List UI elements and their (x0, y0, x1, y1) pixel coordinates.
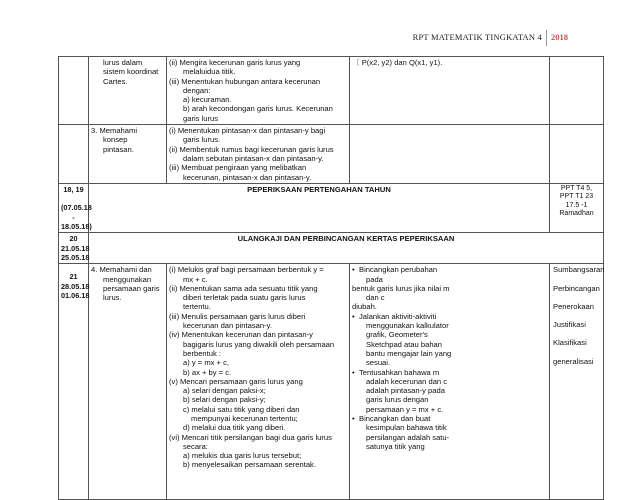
text-line: diberi terletak pada suatu garis lurus (183, 293, 306, 303)
text-line: bentuk garis lurus jika nilai m (352, 283, 450, 293)
week-cell (59, 183, 92, 232)
text-line: (ii) Membentuk rumus bagi kecerunan garis lurus (169, 144, 334, 154)
header-year: 2018 (551, 32, 568, 42)
text-line: a) selari dengan paksi-x; (183, 386, 266, 396)
text-line: (i) Melukis graf bagi persamaan berbentuk y = (169, 265, 324, 275)
table-row (59, 264, 604, 500)
header-title: RPT MATEMATIK TINGKATAN 4 (412, 32, 542, 42)
text-line: 20 (69, 234, 78, 244)
text-line: sesuai. (366, 358, 391, 368)
notes-cell (350, 264, 550, 500)
week-lines (61, 184, 92, 232)
text-line: (iii) Menentukan hubungan antara kecerunan (169, 76, 321, 86)
text-line: kesimpulan bahawa titik (366, 423, 447, 433)
text-line: Klasifikasi (553, 338, 587, 348)
text-line: melaluidua titik. (183, 67, 236, 77)
text-line: Cartes. (103, 76, 128, 86)
text-line: Perbincangan (553, 283, 600, 293)
text-line: b) ax + by = c. (183, 367, 232, 377)
text-line: 18.05.18) (61, 222, 92, 232)
text-line: berbentuk : (183, 348, 221, 358)
text-line: (iv) Menentukan kecerunan dan pintasan-y (169, 330, 313, 340)
table-row (59, 57, 604, 125)
text-line: 21 (69, 272, 78, 282)
objectives-cell (167, 264, 350, 500)
text-line: b) arah kecondongan garis lurus. Kecerunan (183, 104, 333, 114)
text-line: c) melalui satu titik yang diberi dan (183, 404, 300, 414)
text-line: mempunyai kecerunan tertentu; (191, 413, 298, 423)
text-line: 01.06.18 (61, 290, 90, 300)
text-line: Sumbangsaran (553, 265, 605, 275)
remarks-cell (550, 183, 604, 232)
values-cell (550, 57, 604, 125)
objectives-cell (167, 57, 350, 125)
text-line: (vi) Mencari titik persilangan bagi dua garis lurus (169, 432, 332, 442)
text-line: adalah kecerunan dan c (366, 376, 448, 386)
topic-cell (89, 125, 167, 184)
text-line: generalisasi (553, 356, 594, 366)
notes-lines (352, 265, 547, 451)
text-line: (ii) Mengira kecerunan garis lurus yang (169, 58, 301, 67)
table-row (59, 125, 604, 184)
text-line: adalah pintasan-y pada (366, 386, 445, 396)
text-line: satunya titik yang (366, 441, 425, 451)
text-line: kecerunan dan pintasan-y. (183, 321, 272, 331)
text-line: mx + c. (183, 274, 208, 284)
text-line: 17.5 -1 (565, 201, 588, 209)
text-line: dengan: (183, 85, 211, 95)
text-line: lurus. (103, 293, 122, 303)
text-line: (iii) Membuat pengiraan yang melibatkan (169, 163, 307, 173)
notes-text: 〔 P(x2, y2) dan Q(x1, y1). (352, 58, 443, 67)
table-row (59, 183, 604, 232)
topic-cell (89, 264, 167, 500)
page-header (0, 30, 638, 46)
table-row (59, 233, 604, 264)
text-line: (07.05.18 (61, 203, 92, 213)
text-line: PPT T4 5, (560, 184, 593, 192)
text-line: sistem koordinat (103, 67, 159, 77)
text-line: pintasan. (103, 144, 134, 154)
text-line: menggunakan (103, 274, 152, 284)
notes-cell (350, 57, 550, 125)
week-cell (59, 233, 89, 264)
text-line: 3. Memahami (91, 126, 138, 136)
header-divider (546, 30, 547, 46)
objectives-lines (169, 58, 347, 123)
objectives-lines (169, 265, 347, 470)
text-line: PPT T1 23 (559, 193, 594, 201)
text-line: - (72, 212, 75, 222)
text-line: Ramadhan (559, 210, 594, 218)
text-line: (ii) Menentukan sama ada sesuatu titik yang (169, 283, 318, 293)
text-line: • Tentusahkan bahawa m (352, 368, 547, 377)
text-line: (iii) Menulis persamaan garis lurus diberi (169, 311, 306, 321)
exam-title: PEPERIKSAAN PERTENGAHAN TAHUN (247, 184, 391, 194)
text-line: bagigaris lurus yang diwakili oleh persamaan (183, 339, 335, 349)
text-line: dan c (366, 293, 385, 303)
text-line (61, 194, 86, 203)
text-line: garis lurus. (183, 135, 221, 145)
values-lines (553, 265, 605, 366)
week-lines (61, 234, 90, 262)
week-lines (61, 272, 90, 300)
text-line: garis lurus (183, 113, 219, 123)
week-cell (59, 125, 89, 184)
topic-lines (103, 58, 164, 86)
objectives-cell (167, 125, 350, 184)
text-line: 28.05.18 (61, 281, 90, 291)
lesson-plan-table (58, 56, 604, 500)
text-line: konsep (103, 135, 128, 145)
text-line: tertentu. (183, 302, 211, 312)
revision-title-cell (89, 233, 604, 264)
exam-title-cell (89, 183, 550, 232)
text-line: Penerokaan (553, 301, 594, 311)
text-line: Justifikasi (553, 320, 586, 330)
text-line: (i) Menentukan pintasan-x dan pintasan-y bagi (169, 126, 326, 136)
text-line: persamaan garis (103, 283, 160, 293)
text-line: bantu mengajar lain yang (366, 348, 452, 358)
text-line: a) y = mx + c, (183, 358, 229, 368)
week-cell (59, 57, 89, 125)
text-line: b) menyelesaikan persamaan serentak. (183, 460, 316, 470)
text-line: grafik, Geometer's (366, 330, 428, 340)
text-line: persilangan adalah satu- (366, 432, 450, 442)
text-line: a) melukis dua garis lurus tersebut; (183, 451, 302, 461)
topic-lines (91, 126, 164, 154)
text-line: b) selari dengan paksi-y; (183, 395, 266, 405)
objectives-lines (169, 126, 347, 182)
text-line: 25.05.18 (61, 252, 90, 262)
text-line: (v) Mencari persamaan garis lurus yang (169, 376, 303, 386)
text-line: Sketchpad atau bahan (366, 339, 443, 349)
text-line: secara: (183, 441, 208, 451)
topic-cell (89, 57, 167, 125)
values-cell (550, 264, 604, 500)
text-line: diubah. (352, 302, 377, 312)
text-line: persamaan y = mx + c. (366, 404, 444, 414)
notes-cell (350, 125, 550, 184)
remarks-lines (552, 185, 601, 219)
revision-title: ULANGKAJI DAN PERBINCANGAN KERTAS PEPERIKSAAN (237, 234, 455, 244)
text-line: a) kecuraman. (183, 95, 232, 105)
text-line: 4. Memahami dan (91, 265, 152, 275)
text-line: d) melalui dua titik yang diberi. (183, 423, 286, 433)
topic-lines (91, 265, 164, 302)
text-line: dalam sebutan pintasan-x dan pintasan-y. (183, 153, 324, 163)
text-line: • Bincangkan perubahan (352, 265, 547, 274)
text-line: • Bincangkan dan buat (352, 414, 547, 423)
text-line: garis lurus dengan (366, 395, 429, 405)
text-line: lurus dalam (103, 58, 143, 67)
text-line: • Jalankan aktiviti-aktiviti (352, 312, 547, 321)
text-line: menggunakan kalkulator (366, 321, 449, 331)
week-cell (59, 264, 89, 500)
text-line: 18, 19 (63, 184, 84, 194)
values-cell (550, 125, 604, 184)
text-line: kecerunan, pintasan-x dan pintasan-y. (183, 172, 312, 182)
text-line: 21.05.18 (61, 243, 90, 253)
text-line: pada (366, 274, 383, 284)
